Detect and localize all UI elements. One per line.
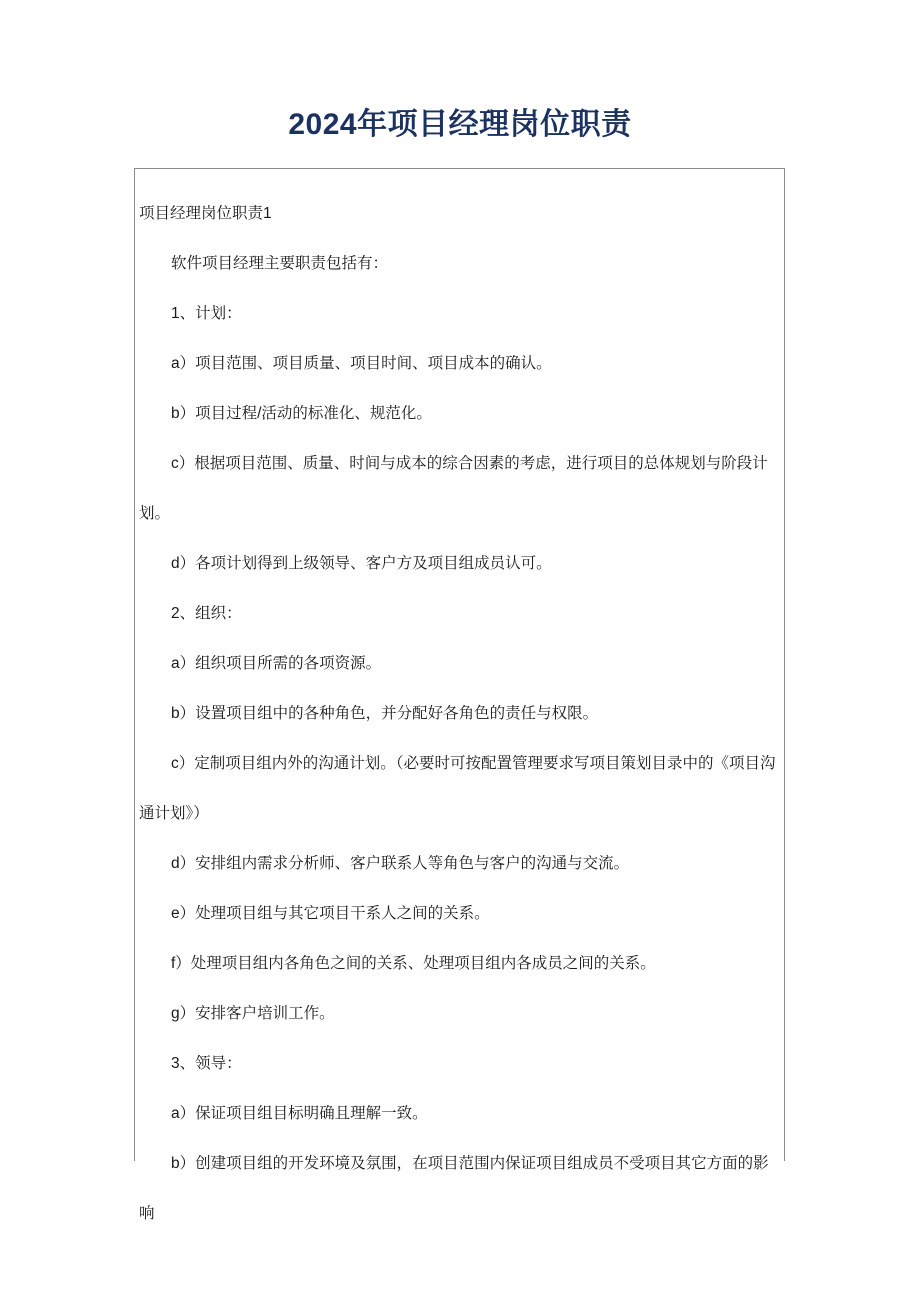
paragraph-2f: f）处理项目组内各角色之间的关系、处理项目组内各成员之间的关系。 xyxy=(171,955,656,972)
paragraph-intro: 软件项目经理主要职责包括有： xyxy=(171,255,389,272)
paragraph-2d: d）安排组内需求分析师、客户联系人等角色与客户的沟通与交流。 xyxy=(171,855,630,872)
paragraph-section-1: 1、计划： xyxy=(171,305,242,322)
page-title: 2024年项目经理岗位职责 xyxy=(288,108,632,141)
paragraph-3a: a）保证项目组目标明确且理解一致。 xyxy=(171,1105,428,1122)
paragraph-2b: b）设置项目组中的各种角色，并分配好各角色的责任与权限。 xyxy=(171,705,599,722)
paragraph-1d: d）各项计划得到上级领导、客户方及项目组成员认可。 xyxy=(171,555,552,572)
document-body xyxy=(135,169,784,1239)
document-content-frame xyxy=(134,168,785,1222)
paragraph-section-2: 2、组织： xyxy=(171,605,242,622)
section-heading: 项目经理岗位职责1 xyxy=(139,205,272,222)
paragraph-1a: a）项目范围、项目质量、项目时间、项目成本的确认。 xyxy=(171,355,552,372)
paragraph-1c: c）根据项目范围、质量、时间与成本的综合因素的考虑，进行项目的总体规划与阶段计划。 xyxy=(139,455,768,522)
paragraph-2a: a）组织项目所需的各项资源。 xyxy=(171,655,382,672)
paragraph-1b: b）项目过程/活动的标准化、规范化。 xyxy=(171,405,432,422)
paragraph-section-3: 3、领导： xyxy=(171,1055,242,1072)
paragraph-2g: g）安排客户培训工作。 xyxy=(171,1005,335,1022)
paragraph-3b: b）创建项目组的开发环境及氛围，在项目范围内保证项目组成员不受项目其它方面的影响 xyxy=(139,1155,769,1222)
paragraph-2c: c）定制项目组内外的沟通计划。（必要时可按配置管理要求写项目策划目录中的《项目沟通计划》） xyxy=(139,755,776,822)
paragraph-2e: e）处理项目组与其它项目干系人之间的关系。 xyxy=(171,905,490,922)
